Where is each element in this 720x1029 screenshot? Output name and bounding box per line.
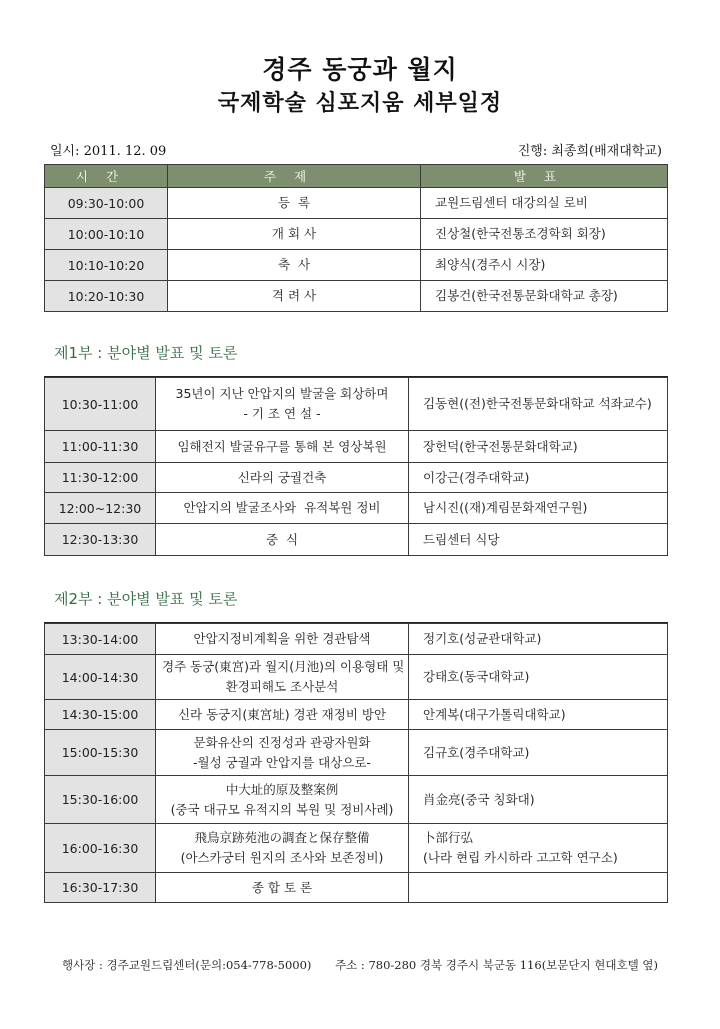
- row-time: 09:30-10:00: [45, 188, 168, 219]
- presenter-line: 김동현((전)한국전통문화대학교 석좌교수): [423, 396, 652, 411]
- presenter-line: 강태호(동국대학교): [423, 669, 530, 684]
- row-time: 12:30-13:30: [45, 524, 156, 556]
- row-topic: [156, 463, 409, 493]
- row-time: 10:00-10:10: [45, 219, 168, 250]
- footer: [0, 957, 720, 973]
- schedule-row: [45, 824, 668, 873]
- row-time: 11:30-12:00: [45, 463, 156, 493]
- row-presenter: [409, 624, 668, 655]
- row-topic: [156, 730, 409, 776]
- topic-line: 경주 동궁(東宮)과 월지(月池)의 이용형태 및: [162, 659, 405, 674]
- row-time: 14:00-14:30: [45, 655, 156, 700]
- header-time: 시간: [45, 165, 168, 188]
- row-presenter: [409, 824, 668, 873]
- presenter-line: 肖金亮(중국 칭화대): [423, 791, 535, 807]
- schedule-row: [45, 655, 668, 700]
- topic-line: 개 회 사: [271, 226, 317, 241]
- row-topic: [156, 776, 409, 824]
- topic-line: 임해전지 발굴유구를 통해 본 영상복원: [177, 438, 387, 454]
- row-topic: [156, 655, 409, 700]
- row-presenter: [421, 219, 668, 250]
- presenter-line: 장헌덕(한국전통문화대학교): [423, 438, 578, 454]
- topic-line: (중국 대규모 유적지의 복원 및 정비사례): [170, 801, 394, 817]
- row-presenter: [409, 524, 668, 556]
- row-time: 15:00-15:30: [45, 730, 156, 776]
- topic-line: 문화유산의 진정성과 관광자원화: [193, 734, 371, 750]
- topic-line: -월성 궁궐과 안압지를 대상으로-: [193, 754, 371, 770]
- row-time: 15:30-16:00: [45, 776, 156, 824]
- row-presenter: [409, 873, 668, 903]
- row-time: 10:10-10:20: [45, 250, 168, 281]
- event-host: 진행: 최종희(배재대학교): [517, 144, 662, 159]
- topic-line: 종 합 토 론: [251, 879, 313, 895]
- row-presenter: [409, 776, 668, 824]
- row-time: 10:20-10:30: [45, 281, 168, 312]
- row-topic: [156, 700, 409, 730]
- topic-line: 축 사: [277, 257, 311, 272]
- presenter-line: 최양식(경주시 시장): [435, 257, 546, 272]
- schedule-row: [45, 250, 668, 281]
- topic-line: 격 려 사: [271, 288, 317, 303]
- schedule-row: [45, 281, 668, 312]
- topic-line: 35년이 지난 안압지의 발굴을 회상하며: [175, 386, 389, 401]
- topic-line: 환경피해도 조사분석: [225, 679, 339, 694]
- schedule-row: [45, 776, 668, 824]
- presenter-line: 드림센터 식당: [423, 531, 500, 547]
- row-presenter: [409, 655, 668, 700]
- topic-line: 飛鳥京跡苑池の調査と保存整備: [194, 830, 370, 845]
- header-topic: 주제: [168, 165, 421, 188]
- schedule-row: [45, 524, 668, 556]
- schedule-row: [45, 378, 668, 431]
- presenter-line: 이강근(경주대학교): [423, 469, 530, 485]
- row-presenter: [421, 250, 668, 281]
- part2-schedule-table: [44, 623, 668, 903]
- topic-line: 中大址的原及整案例: [225, 781, 339, 797]
- schedule-row: [45, 188, 668, 219]
- opening-schedule-table: [44, 164, 668, 312]
- row-presenter: [409, 493, 668, 524]
- row-presenter: [421, 188, 668, 219]
- row-topic: [156, 431, 409, 463]
- title-line-2: 국제학술 심포지움 세부일정: [217, 90, 503, 116]
- row-time: 13:30-14:00: [45, 624, 156, 655]
- topic-line: 등 록: [277, 195, 311, 210]
- row-topic: [156, 524, 409, 556]
- topic-line: 신라 동궁지(東宮址) 경관 재정비 방안: [177, 706, 387, 722]
- row-presenter: [409, 700, 668, 730]
- presenter-line: 김봉건(한국전통문화대학교 총장): [435, 288, 618, 303]
- presenter-line: 김규호(경주대학교): [423, 744, 530, 760]
- row-topic: [156, 378, 409, 431]
- schedule-row: [45, 463, 668, 493]
- presenter-line: 진상철(한국전통조경학회 회장): [435, 226, 606, 241]
- row-topic: [156, 824, 409, 873]
- row-presenter: [421, 281, 668, 312]
- footer-venue: 행사장 : 경주교원드림센터(문의:054-778-5000): [62, 958, 312, 972]
- row-topic: [156, 873, 409, 903]
- row-time: 11:00-11:30: [45, 431, 156, 463]
- part1-title: 제1부 : 분야별 발표 및 토론: [54, 344, 238, 362]
- presenter-line: 남시진((재)계림문화재연구원): [423, 500, 588, 515]
- presenter-line: 안계복(대구가톨릭대학교): [423, 706, 566, 722]
- row-topic: [168, 281, 421, 312]
- row-time: 14:30-15:00: [45, 700, 156, 730]
- schedule-row: [45, 624, 668, 655]
- schedule-row: [45, 219, 668, 250]
- title-line-1: 경주 동궁과 월지: [262, 55, 458, 84]
- row-presenter: [409, 730, 668, 776]
- row-time: 16:30-17:30: [45, 873, 156, 903]
- presenter-line: 卜部行弘: [423, 830, 474, 845]
- row-topic: [156, 624, 409, 655]
- part1-schedule-table: [44, 377, 668, 556]
- row-presenter: [409, 378, 668, 431]
- row-presenter: [409, 463, 668, 493]
- row-topic: [168, 219, 421, 250]
- footer-address: 주소 : 780-280 경북 경주시 북군동 116(보문단지 현대호텔 옆): [335, 958, 658, 972]
- presenter-line: 교원드림센터 대강의실 로비: [435, 195, 588, 210]
- row-topic: [156, 493, 409, 524]
- topic-line: 중 식: [265, 531, 299, 547]
- schedule-row: [45, 730, 668, 776]
- topic-line: - 기 조 연 설 -: [243, 406, 321, 421]
- topic-line: (아스카궁터 원지의 조사와 보존정비): [180, 850, 384, 865]
- row-time: 16:00-16:30: [45, 824, 156, 873]
- row-presenter: [409, 431, 668, 463]
- topic-line: 안압지정비계획을 위한 경관탐색: [193, 631, 371, 646]
- presenter-line: (나라 현립 카시하라 고고학 연구소): [423, 850, 618, 865]
- event-date: 일시: 2011. 12. 09: [50, 144, 167, 159]
- row-time: 12:00~12:30: [45, 493, 156, 524]
- table-header-row: [45, 165, 668, 188]
- schedule-row: [45, 431, 668, 463]
- part2-title: 제2부 : 분야별 발표 및 토론: [54, 590, 238, 608]
- schedule-row: [45, 493, 668, 524]
- row-topic: [168, 188, 421, 219]
- header-presenter: 발표: [421, 165, 668, 188]
- schedule-row: [45, 873, 668, 903]
- schedule-row: [45, 700, 668, 730]
- topic-line: 안압지의 발굴조사와 유적복원 정비: [183, 500, 381, 515]
- topic-line: 신라의 궁궐건축: [237, 469, 327, 485]
- row-time: 10:30-11:00: [45, 378, 156, 431]
- row-topic: [168, 250, 421, 281]
- presenter-line: 정기호(성균관대학교): [423, 631, 542, 646]
